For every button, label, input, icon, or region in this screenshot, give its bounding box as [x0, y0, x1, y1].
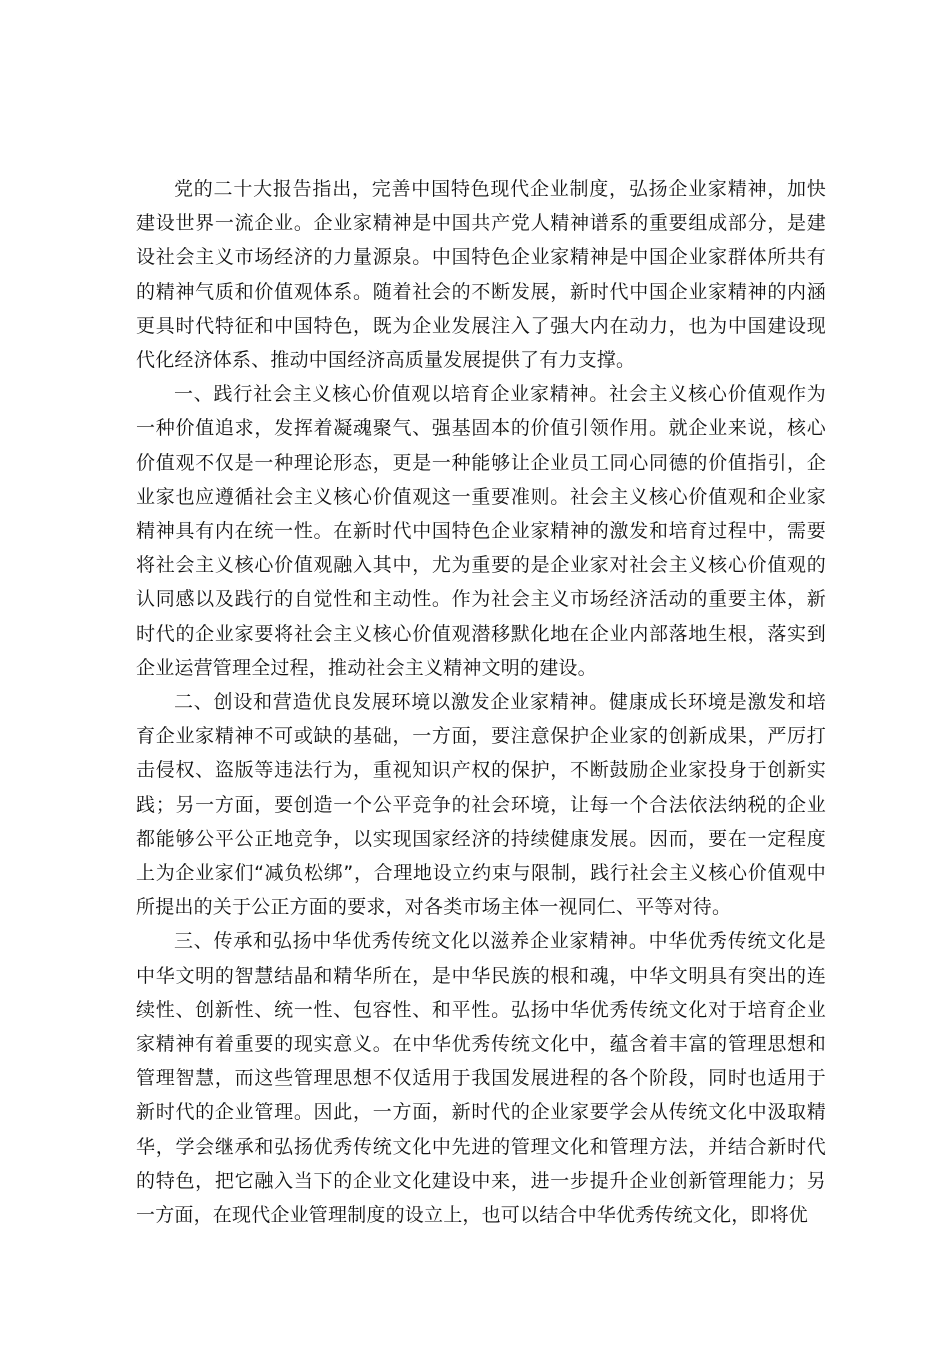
paragraph-section-one: 一、践行社会主义核心价值观以培育企业家精神。社会主义核心价值观作为一种价值追求，发挥着凝魂聚气、强基固本的价值引领作用。就企业来说，核心价值观不仅是一种理论形态，更是一种能够让企业员工同心同德的价值指引，企业家也应遵循社会主义核心价值观这一重要准则。社会主义核心价值观和企业家精神具有内在统一性。在新时代中国特色企业家精神的激发和培育过程中，需要将社会主义核心价值观融入其中，尤为重要的是企业家对社会主义核心价值观的认同感以及践行的自觉性和主动性。作为社会主义市场经济活动的重要主体，新时代的企业家要将社会主义核心价值观潜移默化地在企业内部落地生根，落实到企业运营管理全过程，推动社会主义精神文明的建设。	[136, 383, 826, 679]
paragraph-section-two: 二、创设和营造优良发展环境以激发企业家精神。健康成长环境是激发和培育企业家精神不可或缺的基础，一方面，要注意保护企业家的创新成果，严厉打击侵权、盗版等违法行为，重视知识产权的保护，不断鼓励企业家投身于创新实践；另一方面，要创造一个公平竞争的社会环境，让每一个合法依法纳税的企业都能够公平公正地竞争，以实现国家经济的持续健康发展。因而，要在一定程度上为企业家们“减负松绑”，合理地设立约束与限制，践行社会主义核心价值观中所提出的关于公正方面的要求，对各类市场主体一视同仁、平等对待。	[136, 691, 826, 919]
paragraph-section-three: 三、传承和弘扬中华优秀传统文化以滋养企业家精神。中华优秀传统文化是中华文明的智慧结晶和精华所在，是中华民族的根和魂，中华文明具有突出的连续性、创新性、统一性、包容性、和平性。弘扬中华优秀传统文化对于培育企业家精神有着重要的现实意义。在中华优秀传统文化中，蕴含着丰富的管理思想和管理智慧，而这些管理思想不仅适用于我国发展进程的各个阶段，同时也适用于新时代的企业管理。因此，一方面，新时代的企业家要学会从传统文化中汲取精华，学会继承和弘扬优秀传统文化中先进的管理文化和管理方法，并结合新时代的特色，把它融入当下的企业文化建设中来，进一步提升企业创新管理能力；另一方面，在现代企业管理制度的设立上，也可以结合中华优秀传统文化，即将优	[136, 930, 826, 1227]
document-body	[136, 172, 826, 1232]
paragraph-intro: 党的二十大报告指出，完善中国特色现代企业制度，弘扬企业家精神，加快建设世界一流企业。企业家精神是中国共产党人精神谱系的重要组成部分，是建设社会主义市场经济的力量源泉。中国特色企业家精神是中国企业家群体所共有的精神气质和价值观体系。随着社会的不断发展，新时代中国企业家精神的内涵更具时代特征和中国特色，既为企业发展注入了强大内在动力，也为中国建设现代化经济体系、推动中国经济高质量发展提供了有力支撑。	[136, 178, 826, 372]
